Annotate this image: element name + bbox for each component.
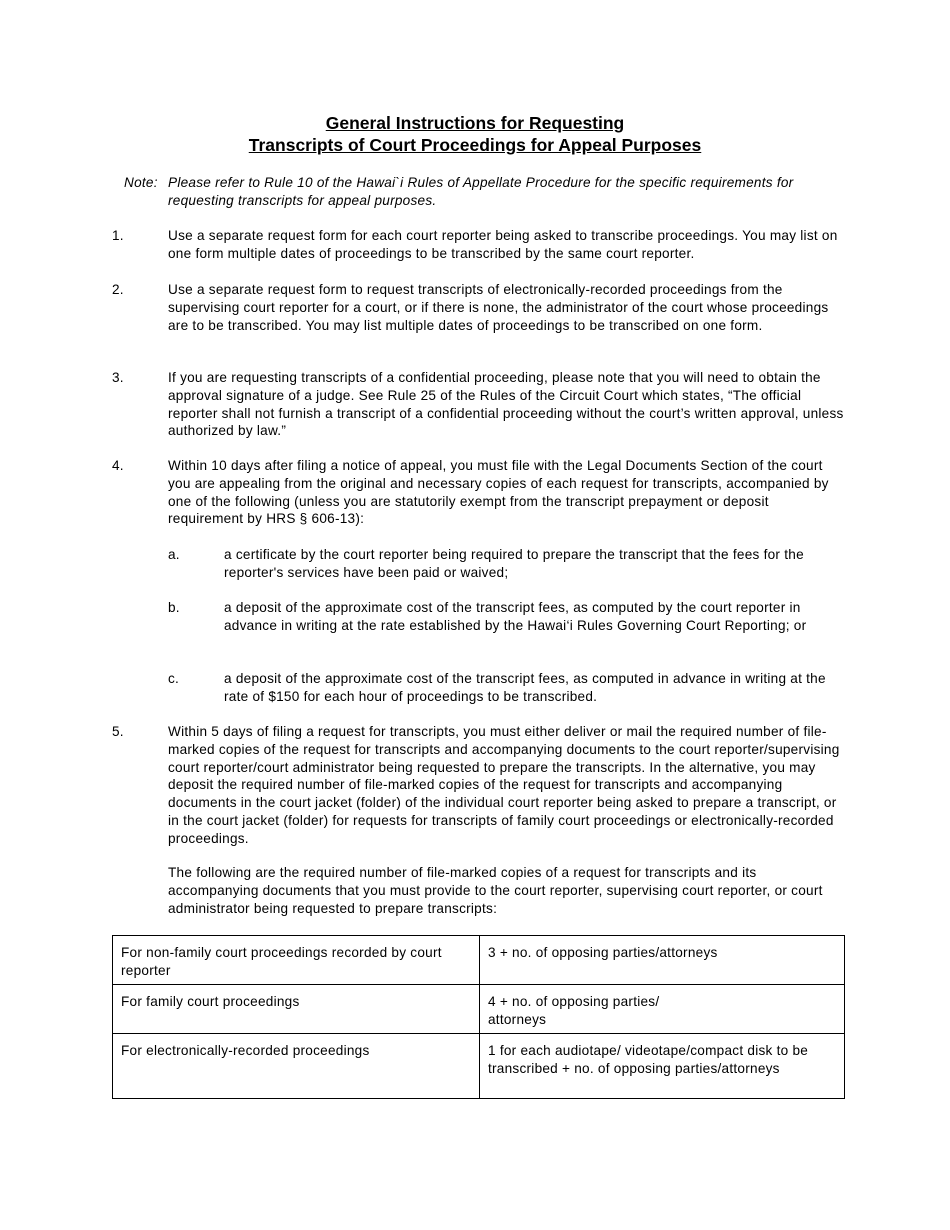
note-label: Note: bbox=[124, 175, 158, 190]
sub-item-text: a deposit of the approximate cost of the transcript fees, as computed by the court reporter in advance in writing at the rate established by the Hawai‘i Rules Governing Court Reporting; or bbox=[224, 600, 807, 633]
sub-item-text: a certificate by the court reporter being required to prepare the transcript that the fees for the reporter's services have been paid or waived; bbox=[224, 547, 804, 580]
required-copies-table bbox=[112, 935, 845, 1099]
item-number: 5. bbox=[112, 724, 124, 739]
page-title bbox=[0, 113, 950, 156]
sub-item-letter: a. bbox=[168, 547, 180, 562]
title-line-1: General Instructions for Requesting bbox=[325, 113, 625, 133]
sub-item-text: a deposit of the approximate cost of the transcript fees, as computed in advance in writing at the rate of $150 for each hour of proceedings to be transcribed. bbox=[224, 671, 826, 704]
item-text: Within 10 days after filing a notice of appeal, you must file with the Legal Documents Section of the court you are appealing from the original and necessary copies of each request for transcripts, accompanied by one of the following (unless you are statutorily exempt from the transcript prepayment or deposit requirement by HRS § 606-13): bbox=[168, 458, 829, 527]
copies-count-cell: 3 + no. of opposing parties/attorneys bbox=[480, 936, 845, 985]
item-text: Within 5 days of filing a request for transcripts, you must either deliver or mail the required number of file-marked copies of the request for transcripts and accompanying documents to the court reporter/supervising court reporter/court administrator being requested to prepare the transcripts. In the alternative, you may deposit the required number of file-marked copies of the request for transcripts and accompanying documents in the court jacket (folder) of the individual court reporter being asked to prepare a transcript, or in the court jacket (folder) for requests for transcripts of family court proceedings or electronically-recorded proceedings. bbox=[168, 724, 840, 846]
item-number: 1. bbox=[112, 228, 124, 243]
copies-count-cell: 1 for each audiotape/ videotape/compact disk to be transcribed + no. of opposing parties/attorneys bbox=[480, 1034, 845, 1099]
title-line-2: Transcripts of Court Proceedings for Appeal Purposes bbox=[248, 134, 702, 155]
item-text: Use a separate request form for each court reporter being asked to transcribe proceedings. You may list on one form multiple dates of proceedings to be transcribed by the same court reporter. bbox=[168, 228, 838, 261]
item-text: If you are requesting transcripts of a confidential proceeding, please note that you will need to obtain the approval signature of a judge. See Rule 25 of the Rules of the Circuit Court which states, “The official reporter shall not furnish a transcript of a confidential proceeding without the court’s written approval, unless authorized by law.” bbox=[168, 370, 844, 439]
note-text: Please refer to Rule 10 of the Hawai`i Rules of Appellate Procedure for the specific requirements for requesting transcripts for appeal purposes. bbox=[168, 175, 794, 208]
copies-count-cell bbox=[480, 985, 845, 1034]
proceeding-type-cell: For non-family court proceedings recorded by court reporter bbox=[113, 936, 480, 985]
proceeding-type-cell: For electronically-recorded proceedings bbox=[113, 1034, 480, 1099]
proceeding-type-cell: For family court proceedings bbox=[113, 985, 480, 1034]
item-text: Use a separate request form to request transcripts of electronically-recorded proceedings from the supervising court reporter for a court, or if there is none, the administrator of the court whose proceedings are to be transcribed. You may list multiple dates of proceedings to be transcribed on one form. bbox=[168, 282, 829, 333]
item-number: 2. bbox=[112, 282, 124, 297]
copies-count-text: 4 + no. of opposing parties/ attorneys bbox=[488, 994, 660, 1027]
sub-item-letter: b. bbox=[168, 600, 180, 615]
sub-item-letter: c. bbox=[168, 671, 180, 686]
item-number: 3. bbox=[112, 370, 124, 385]
table-row bbox=[113, 936, 845, 985]
item-number: 4. bbox=[112, 458, 124, 473]
table-row bbox=[113, 1034, 845, 1099]
copies-intro-paragraph: The following are the required number of file-marked copies of a request for transcripts and its accompanying documents that you must provide to the court reporter, supervising court reporter, or court administrator being requested to prepare transcripts: bbox=[168, 865, 823, 916]
table-row bbox=[113, 985, 845, 1034]
